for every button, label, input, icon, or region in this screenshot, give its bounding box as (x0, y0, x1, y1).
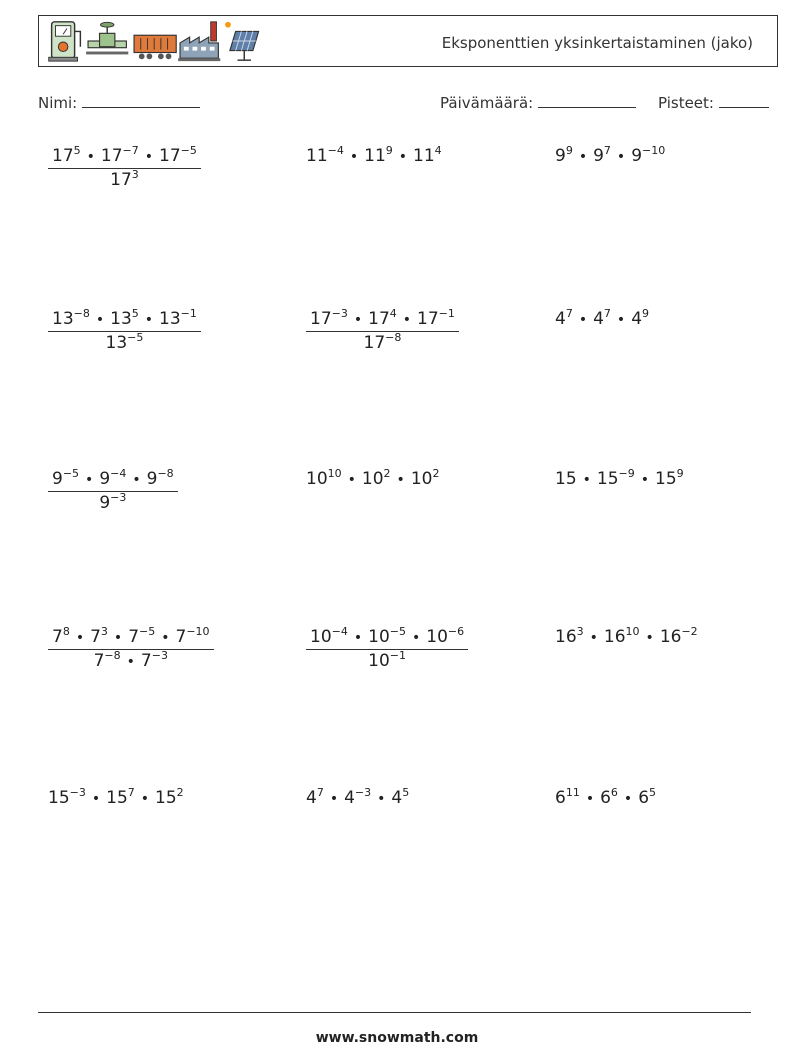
power-base: 10 (306, 469, 328, 489)
power-exponent: 8 (62, 625, 70, 638)
power-base: 15 (596, 469, 619, 489)
multiply-dot: • (645, 630, 654, 646)
footer-divider (38, 1012, 751, 1013)
multiply-dot: • (113, 630, 123, 646)
power-base: 16 (659, 627, 682, 647)
oil-pipeline-icon (86, 22, 128, 54)
multiply-dot: • (398, 149, 408, 165)
power-base: 4 (555, 309, 566, 329)
name-blank[interactable] (82, 93, 200, 108)
power-exponent: −5 (389, 625, 406, 638)
multiply-dot: • (140, 791, 150, 807)
worksheet-title: Eksponenttien yksinkertaistaminen (jako) (441, 34, 753, 52)
problem-5 (306, 309, 459, 353)
power-exponent: 2 (432, 467, 440, 480)
power-exponent: −8 (157, 467, 174, 480)
power-base: 17 (159, 146, 181, 166)
power-base: 17 (110, 170, 132, 190)
problem-15 (555, 788, 656, 808)
fuel-pump-icon (49, 22, 81, 61)
power-base: 10 (410, 469, 433, 489)
power-base: 11 (364, 146, 386, 166)
multiply-dot: • (349, 149, 359, 165)
power-base: 4 (631, 309, 643, 329)
multiply-dot: • (353, 312, 363, 328)
power-base: 9 (593, 146, 604, 166)
multiply-dot: • (161, 630, 170, 646)
multiply-dot: • (582, 472, 591, 488)
power-base: 15 (48, 788, 70, 808)
power-base: 16 (603, 627, 626, 647)
problem-6 (555, 309, 649, 329)
multiply-dot: • (144, 149, 154, 165)
score-blank[interactable] (719, 93, 769, 108)
power-base: 4 (344, 788, 355, 808)
multiply-dot: • (589, 630, 598, 646)
power-exponent: −4 (110, 467, 127, 480)
product-expression (555, 309, 649, 329)
problem-12 (555, 627, 698, 647)
power-exponent: −5 (180, 144, 197, 157)
power-exponent: 6 (610, 786, 618, 799)
power-exponent: 4 (389, 307, 397, 320)
power-exponent: 2 (383, 467, 391, 480)
date-label: Päivämäärä: (440, 94, 534, 112)
power-base: 17 (368, 309, 390, 329)
power-exponent: 9 (676, 467, 684, 480)
multiply-dot: • (377, 791, 386, 807)
power-base: 13 (105, 333, 128, 353)
problem-8 (306, 469, 439, 489)
product-expression (306, 788, 409, 808)
power-exponent: −3 (331, 307, 348, 320)
multiply-dot: • (126, 654, 135, 670)
power-exponent: −6 (447, 625, 465, 638)
power-exponent: −10 (642, 144, 666, 157)
multiply-dot: • (396, 472, 405, 488)
multiply-dot: • (86, 149, 95, 165)
power-exponent: 5 (73, 144, 81, 157)
power-exponent: 5 (402, 786, 410, 799)
power-base: 4 (593, 309, 604, 329)
power-base: 17 (417, 309, 439, 329)
multiply-dot: • (616, 312, 626, 328)
numerator (48, 309, 201, 331)
power-exponent: −3 (151, 649, 168, 662)
power-base: 11 (306, 146, 328, 166)
power-base: 9 (99, 493, 111, 513)
freight-train-icon (134, 35, 176, 59)
product-expression (306, 469, 439, 489)
power-exponent: −3 (110, 491, 127, 504)
numerator (48, 146, 201, 168)
product-expression (555, 788, 656, 808)
fraction (306, 627, 468, 671)
power-base: 6 (555, 788, 566, 808)
multiply-dot: • (578, 149, 588, 165)
multiply-dot: • (85, 472, 94, 488)
power-base: 17 (363, 333, 386, 353)
problem-11 (306, 627, 468, 671)
multiply-dot: • (578, 312, 588, 328)
date-blank[interactable] (538, 93, 636, 108)
product-expression (48, 788, 184, 808)
factory-icon (178, 22, 220, 61)
power-base: 9 (146, 469, 158, 489)
power-exponent: 7 (603, 307, 611, 320)
power-base: 17 (310, 309, 332, 329)
power-base: 13 (52, 309, 74, 329)
power-base: 15 (106, 788, 128, 808)
power-exponent: 9 (642, 307, 650, 320)
power-exponent: −3 (69, 786, 86, 799)
power-exponent: −8 (385, 331, 402, 344)
denominator (48, 331, 201, 353)
power-base: 10 (361, 469, 384, 489)
problem-3 (555, 146, 665, 166)
power-base: 6 (600, 788, 611, 808)
power-exponent: −1 (438, 307, 455, 320)
multiply-dot: • (329, 791, 339, 807)
power-exponent: 5 (131, 307, 139, 320)
power-exponent: 4 (434, 144, 442, 157)
power-exponent: 11 (565, 786, 580, 799)
power-exponent: 3 (576, 625, 584, 638)
power-base: 9 (52, 469, 63, 489)
power-base: 7 (140, 651, 152, 671)
product-expression (555, 627, 698, 647)
power-exponent: 10 (327, 467, 342, 480)
fraction (48, 146, 201, 190)
power-exponent: −1 (389, 649, 406, 662)
power-base: 9 (99, 469, 111, 489)
fraction (306, 309, 459, 353)
denominator (306, 649, 468, 671)
multiply-dot: • (623, 791, 633, 807)
numerator (48, 627, 214, 649)
multiply-dot: • (616, 149, 626, 165)
multiply-dot: • (585, 791, 595, 807)
name-label: Nimi: (38, 94, 78, 112)
problem-7 (48, 469, 178, 513)
numerator (306, 309, 459, 331)
power-exponent: 2 (176, 786, 184, 799)
power-base: 13 (159, 309, 181, 329)
power-exponent: −8 (73, 307, 90, 320)
power-exponent: −4 (331, 625, 348, 638)
problem-2 (306, 146, 442, 166)
power-exponent: 9 (385, 144, 393, 157)
power-base: 17 (100, 146, 123, 166)
power-exponent: 3 (100, 625, 108, 638)
fraction (48, 309, 201, 353)
problem-10 (48, 627, 214, 671)
power-exponent: −9 (618, 467, 635, 480)
power-base: 7 (52, 627, 63, 647)
power-exponent: −3 (354, 786, 372, 799)
power-base: 10 (368, 651, 390, 671)
power-exponent: 7 (565, 307, 573, 320)
multiply-dot: • (75, 630, 85, 646)
power-base: 11 (413, 146, 435, 166)
problem-9 (555, 469, 684, 489)
denominator (48, 168, 201, 190)
power-exponent: 7 (316, 786, 324, 799)
numerator (48, 469, 178, 491)
power-exponent: −5 (62, 467, 80, 480)
multiply-dot: • (144, 312, 154, 328)
product-expression (555, 146, 665, 166)
power-exponent: −5 (139, 625, 156, 638)
problem-4 (48, 309, 201, 353)
multiply-dot: • (411, 630, 421, 646)
power-exponent: 3 (131, 168, 139, 181)
multiply-dot: • (347, 472, 356, 488)
power-base: 13 (110, 309, 132, 329)
product-expression (555, 469, 684, 489)
power-exponent: 7 (127, 786, 135, 799)
power-exponent: −5 (127, 331, 144, 344)
header-icons (43, 18, 273, 64)
power-base: 9 (555, 146, 566, 166)
solar-panel-icon (225, 22, 259, 60)
fraction (48, 469, 178, 513)
power-base: 7 (175, 627, 187, 647)
power-base: 4 (391, 788, 403, 808)
power-base: 7 (90, 627, 101, 647)
denominator (48, 491, 178, 513)
score-field (658, 93, 769, 112)
power-exponent: 5 (649, 786, 657, 799)
power-base: 16 (555, 627, 577, 647)
denominator (48, 649, 214, 671)
power-base: 7 (128, 627, 140, 647)
problem-14 (306, 788, 409, 808)
product-expression (306, 146, 442, 166)
power-base: 17 (52, 146, 74, 166)
power-base: 10 (368, 627, 390, 647)
power-exponent: 7 (603, 144, 611, 157)
footer-website: www.snowmath.com (315, 1030, 479, 1046)
date-field (440, 93, 636, 112)
power-base: 9 (631, 146, 643, 166)
power-base: 15 (555, 469, 577, 489)
power-exponent: −8 (104, 649, 121, 662)
fraction (48, 627, 214, 671)
problem-13 (48, 788, 184, 808)
power-exponent: −1 (180, 307, 197, 320)
problem-1 (48, 146, 201, 190)
multiply-dot: • (95, 312, 105, 328)
numerator (306, 627, 468, 649)
power-base: 15 (655, 469, 677, 489)
multiply-dot: • (132, 472, 141, 488)
power-base: 10 (310, 627, 332, 647)
power-exponent: 10 (625, 625, 640, 638)
power-base: 4 (306, 788, 317, 808)
power-exponent: −10 (186, 625, 210, 638)
power-base: 7 (93, 651, 105, 671)
power-base: 6 (638, 788, 650, 808)
power-exponent: −2 (681, 625, 698, 638)
power-base: 10 (426, 627, 448, 647)
score-label: Pisteet: (658, 94, 714, 112)
multiply-dot: • (91, 791, 101, 807)
power-exponent: −7 (122, 144, 139, 157)
multiply-dot: • (353, 630, 363, 646)
power-exponent: 9 (565, 144, 573, 157)
worksheet-header (38, 15, 778, 67)
power-base: 15 (155, 788, 177, 808)
multiply-dot: • (640, 472, 650, 488)
power-exponent: −4 (327, 144, 344, 157)
name-field (38, 93, 200, 112)
denominator (306, 331, 459, 353)
multiply-dot: • (402, 312, 412, 328)
